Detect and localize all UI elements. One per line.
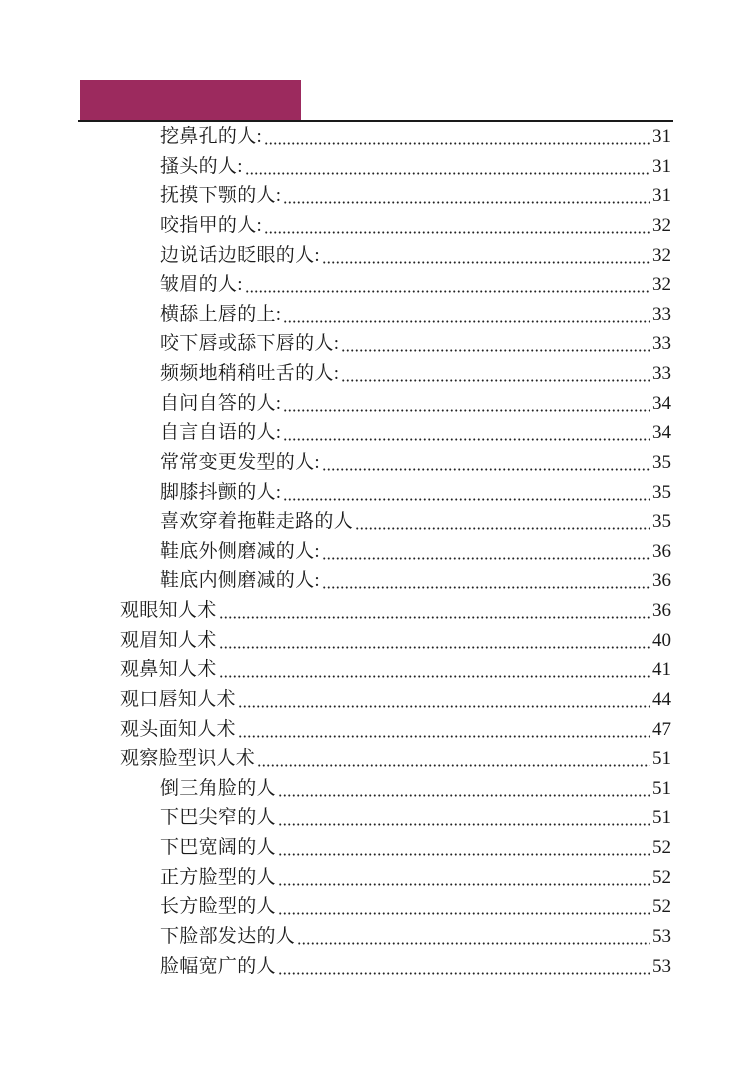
toc-entry-page-number: 47 [652, 718, 671, 740]
dot-leader [283, 418, 650, 448]
toc-entry-page-number: 33 [652, 333, 671, 355]
dot-leader [219, 655, 650, 685]
toc-entry-title: 咬下唇或舔下唇的人: [160, 333, 340, 355]
toc-entry-page-number: 34 [652, 392, 671, 414]
toc-entry-page-number: 36 [652, 570, 671, 592]
toc-entry [120, 596, 671, 626]
toc-entry-page-number: 33 [652, 363, 671, 384]
toc-entry-title: 常常变更发型的人: [160, 451, 320, 473]
toc-entry [120, 922, 671, 952]
dot-leader [245, 270, 650, 300]
toc-entry [120, 122, 671, 152]
toc-entry [120, 389, 671, 419]
dot-leader [278, 952, 650, 982]
toc-entry-page-number: 51 [652, 777, 671, 799]
toc-entry-page-number: 31 [652, 126, 671, 147]
toc-entry-title: 下巴尖窄的人 [160, 807, 276, 829]
dot-leader [278, 803, 650, 833]
toc-entry [120, 655, 671, 685]
toc-entry [120, 211, 671, 241]
toc-entry-title: 观眉知人术 [120, 629, 217, 651]
dot-leader [238, 715, 650, 745]
dot-leader [257, 744, 650, 774]
toc-entry-title: 观察脸型识人术 [120, 748, 256, 770]
dot-leader [355, 507, 650, 537]
toc-entry [120, 241, 671, 271]
toc-entry [120, 833, 671, 863]
toc-entry-page-number: 33 [652, 303, 671, 325]
dot-leader [297, 922, 650, 952]
toc-entry-title: 鞋底内侧磨减的人: [160, 570, 320, 592]
toc-entry [120, 774, 671, 804]
toc-entry-title: 自言自语的人: [160, 422, 282, 444]
toc-entry [120, 152, 671, 182]
toc-entry [120, 329, 671, 359]
toc-entry-title: 下巴宽阔的人 [160, 837, 276, 858]
toc-entry-page-number: 35 [652, 511, 671, 533]
toc-entry-title: 搔头的人: [160, 155, 243, 177]
toc-entry [120, 803, 671, 833]
toc-entry-page-number: 52 [652, 866, 671, 888]
toc-entry-title: 观鼻知人术 [120, 659, 217, 681]
toc-entry-title: 边说话边眨眼的人: [160, 244, 320, 266]
toc-entry [120, 359, 671, 389]
toc-entry [120, 744, 671, 774]
toc-entry-title: 抚摸下颚的人: [160, 185, 282, 207]
toc-entry [120, 685, 671, 715]
toc-entry [120, 181, 671, 211]
header-color-band [80, 80, 301, 120]
toc-entry-title: 正方脸型的人 [160, 866, 276, 888]
toc-entry-page-number: 36 [652, 540, 671, 562]
dot-leader [238, 685, 650, 715]
toc-entry-title: 自问自答的人: [160, 392, 282, 414]
toc-entry-title: 观头面知人术 [120, 718, 236, 740]
toc-entry [120, 418, 671, 448]
dot-leader [283, 300, 650, 330]
toc-entry-title: 皱眉的人: [160, 274, 243, 296]
toc-entry-page-number: 32 [652, 214, 671, 236]
toc-entry-page-number: 35 [652, 451, 671, 473]
dot-leader [322, 566, 650, 596]
dot-leader [322, 448, 650, 478]
toc-entry-title: 喜欢穿着拖鞋走路的人 [160, 511, 354, 533]
dot-leader [341, 329, 650, 359]
toc-entry-title: 脸幅宽广的人 [160, 955, 276, 977]
toc-entry-title: 咬指甲的人: [160, 214, 263, 236]
toc-entry-page-number: 32 [652, 274, 671, 296]
dot-leader [322, 241, 650, 271]
toc-entry-title: 脚膝抖颤的人: [160, 481, 282, 503]
toc-entry-page-number: 41 [652, 659, 671, 681]
toc-entry [120, 715, 671, 745]
toc-entry [120, 863, 671, 893]
dot-leader [283, 181, 650, 211]
toc-entry-page-number: 31 [652, 155, 671, 177]
toc-entry-page-number: 53 [652, 925, 671, 947]
dot-leader [278, 892, 650, 922]
toc-entry-page-number: 52 [652, 837, 671, 858]
dot-leader [278, 863, 650, 893]
toc-entry-title: 横舔上唇的上: [160, 303, 282, 325]
dot-leader [283, 389, 650, 419]
toc-entry-page-number: 51 [652, 807, 671, 829]
dot-leader [322, 537, 650, 567]
dot-leader [283, 478, 650, 508]
toc-entry [120, 300, 671, 330]
dot-leader [264, 211, 650, 241]
toc-entry [120, 952, 671, 982]
toc-entry-page-number: 35 [652, 481, 671, 503]
dot-leader [278, 774, 650, 804]
toc-entry-title: 观口唇知人术 [120, 688, 236, 710]
toc-entry-title: 挖鼻孔的人: [160, 126, 263, 147]
toc-entry [120, 892, 671, 922]
dot-leader [278, 833, 650, 863]
toc-entry-page-number: 36 [652, 600, 671, 621]
toc-entry-title: 倒三角脸的人 [160, 777, 276, 799]
dot-leader [264, 122, 650, 152]
toc-entry [120, 537, 671, 567]
toc-entry [120, 270, 671, 300]
toc-entry-page-number: 40 [652, 629, 671, 651]
toc-entry [120, 566, 671, 596]
toc-entry-page-number: 34 [652, 422, 671, 444]
toc-entry-title: 频频地稍稍吐舌的人: [160, 363, 340, 384]
dot-leader [219, 626, 650, 656]
toc-entry-page-number: 44 [652, 688, 671, 710]
toc-entry-title: 下脸部发达的人 [160, 925, 296, 947]
toc-entry-title: 长方睑型的人 [160, 896, 276, 918]
toc-entry [120, 478, 671, 508]
dot-leader [245, 152, 650, 182]
toc-entry [120, 626, 671, 656]
toc-entry [120, 448, 671, 478]
toc-entry-page-number: 31 [652, 185, 671, 207]
toc-entry-page-number: 51 [652, 748, 671, 770]
toc-list [120, 122, 671, 981]
toc-entry-page-number: 53 [652, 955, 671, 977]
toc-entry-page-number: 52 [652, 896, 671, 918]
toc-entry-title: 鞋底外侧磨减的人: [160, 540, 320, 562]
toc-entry-page-number: 32 [652, 244, 671, 266]
dot-leader [341, 359, 650, 389]
toc-entry [120, 507, 671, 537]
dot-leader [219, 596, 650, 626]
toc-entry-title: 观眼知人术 [120, 600, 217, 621]
